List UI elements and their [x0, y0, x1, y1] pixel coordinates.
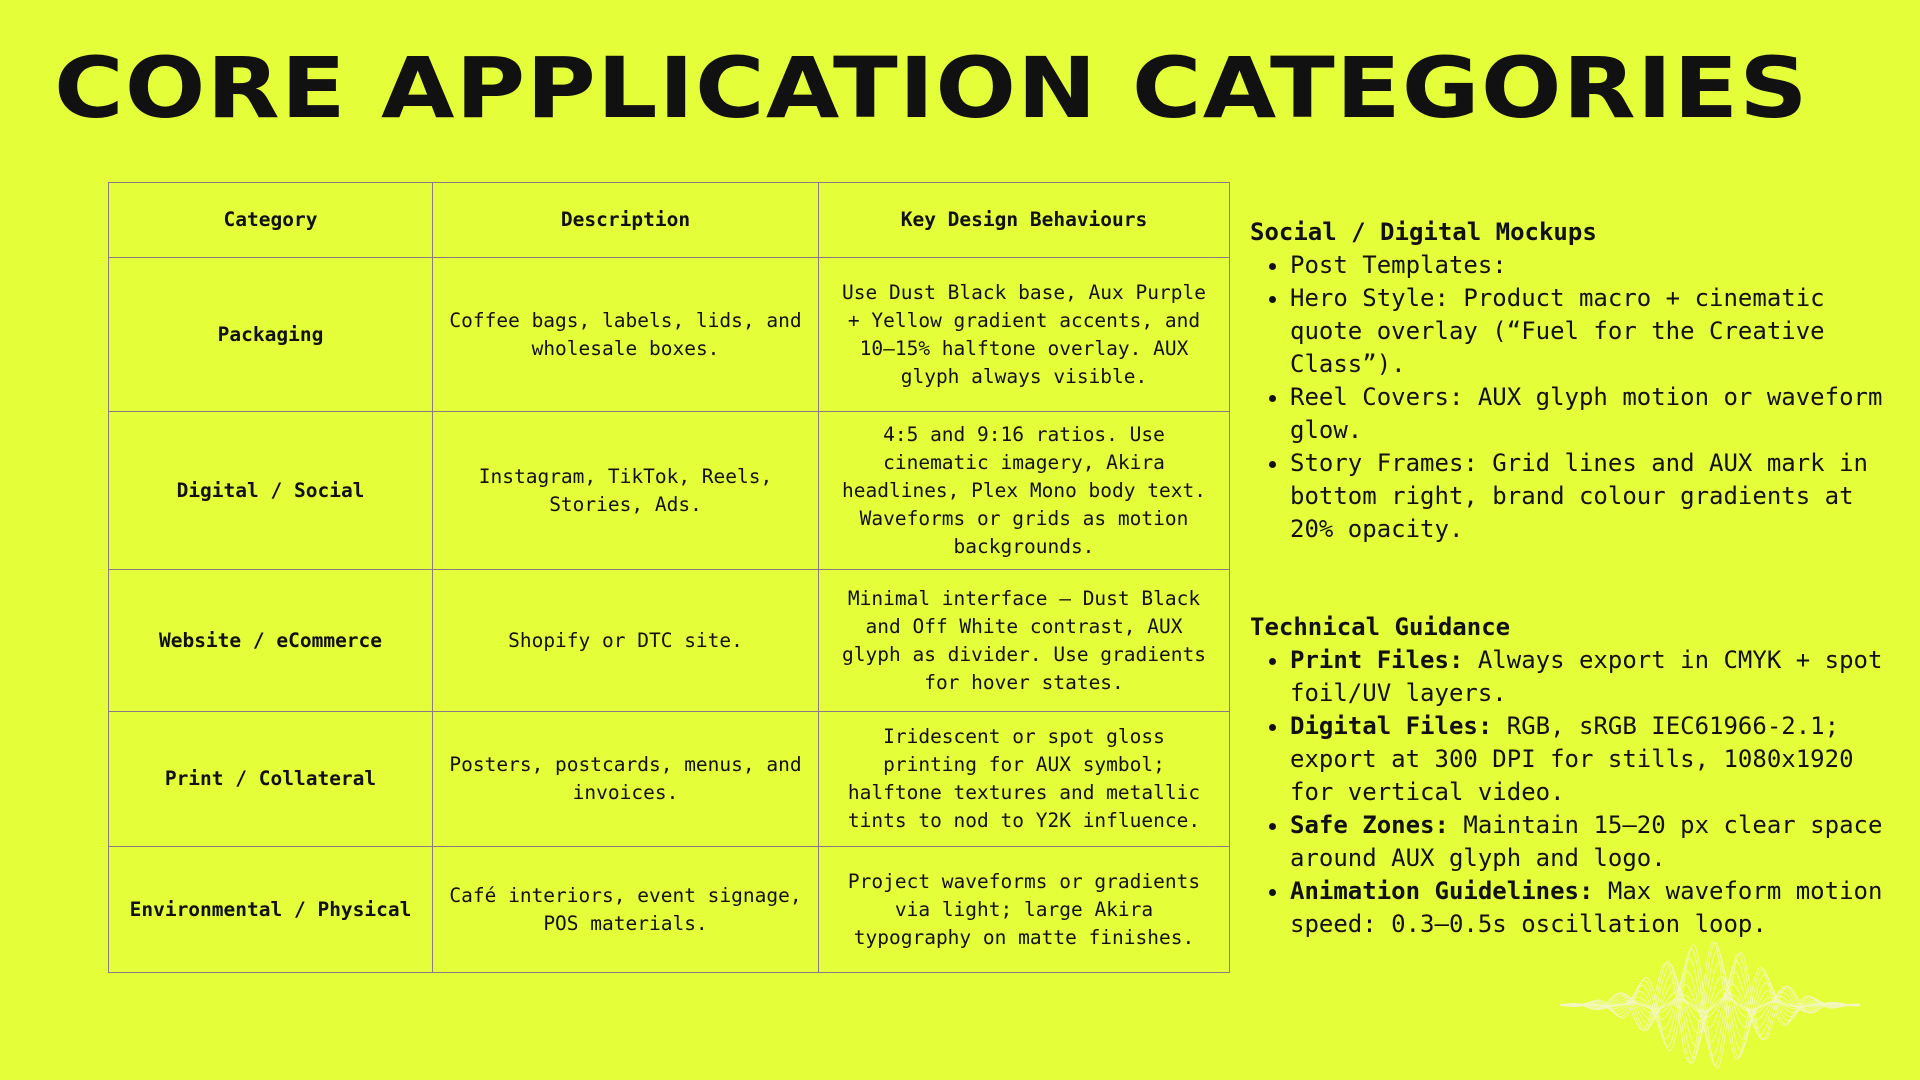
page-title: CORE APPLICATION CATEGORIES	[54, 39, 1809, 137]
list-item: • Story Frames: Grid lines and AUX mark in bottom right, brand colour gradients at 20% opacity.	[1290, 447, 1890, 546]
header-category: Category	[109, 183, 433, 258]
item-text: Maintain 15–20 px clear space around AUX glyph and logo.	[1290, 811, 1883, 872]
behaviours-cell: 4:5 and 9:16 ratios. Use cinematic imagery, Akira headlines, Plex Mono body text. Waveforms or grids as motion backgrounds.	[819, 412, 1230, 570]
behaviours-cell: Iridescent or spot gloss printing for AUX symbol; halftone textures and metallic tints to nod to Y2K influence.	[819, 712, 1230, 847]
item-text: Always export in CMYK + spot foil/UV layers.	[1290, 646, 1883, 707]
categories-table	[108, 182, 1230, 973]
behaviours-cell: Minimal interface — Dust Black and Off White contrast, AUX glyph as divider. Use gradients for hover states.	[819, 570, 1230, 712]
category-cell: Digital / Social	[109, 412, 433, 570]
list-item	[1290, 875, 1890, 941]
behaviours-cell: Project waveforms or gradients via light; large Akira typography on matte finishes.	[819, 847, 1230, 973]
table-row	[109, 847, 1230, 973]
table-row	[109, 570, 1230, 712]
list-item: • Post Templates:	[1290, 249, 1890, 282]
table-row	[109, 712, 1230, 847]
item-label: Digital Files:	[1290, 712, 1493, 740]
list-item: • Reel Covers: AUX glyph motion or waveform glow.	[1290, 381, 1890, 447]
category-cell: Print / Collateral	[109, 712, 433, 847]
description-cell: Café interiors, event signage, POS materials.	[433, 847, 819, 973]
waveform-icon	[1560, 935, 1860, 1075]
table-header-row	[109, 183, 1230, 258]
description-cell: Shopify or DTC site.	[433, 570, 819, 712]
item-label: Print Files:	[1290, 646, 1464, 674]
header-key-design-behaviours: Key Design Behaviours	[819, 183, 1230, 258]
item-text: RGB, sRGB IEC61966-2.1; export at 300 DPI for stills, 1080x1920 for vertical video.	[1290, 712, 1854, 806]
list-item	[1290, 809, 1890, 875]
table-row	[109, 258, 1230, 412]
category-cell: Website / eCommerce	[109, 570, 433, 712]
description-cell: Instagram, TikTok, Reels, Stories, Ads.	[433, 412, 819, 570]
description-cell: Posters, postcards, menus, and invoices.	[433, 712, 819, 847]
bullet-list	[1250, 249, 1890, 546]
table-row	[109, 412, 1230, 570]
category-cell: Environmental / Physical	[109, 847, 433, 973]
section-heading: Social / Digital Mockups	[1250, 218, 1597, 246]
item-label: Animation Guidelines:	[1290, 877, 1594, 905]
item-text: Max waveform motion speed: 0.3–0.5s oscillation loop.	[1290, 877, 1883, 938]
header-description: Description	[433, 183, 819, 258]
category-cell: Packaging	[109, 258, 433, 412]
item-label: Safe Zones:	[1290, 811, 1449, 839]
bullet-list	[1250, 644, 1890, 941]
social-digital-mockups-section	[1250, 216, 1890, 546]
list-item	[1290, 644, 1890, 710]
section-heading: Technical Guidance	[1250, 613, 1511, 641]
behaviours-cell: Use Dust Black base, Aux Purple + Yellow gradient accents, and 10–15% halftone overlay. AUX glyph always visible.	[819, 258, 1230, 412]
list-item: • Hero Style: Product macro + cinematic quote overlay (“Fuel for the Creative Class”).	[1290, 282, 1890, 381]
description-cell: Coffee bags, labels, lids, and wholesale boxes.	[433, 258, 819, 412]
list-item	[1290, 710, 1890, 809]
technical-guidance-section	[1250, 611, 1890, 941]
